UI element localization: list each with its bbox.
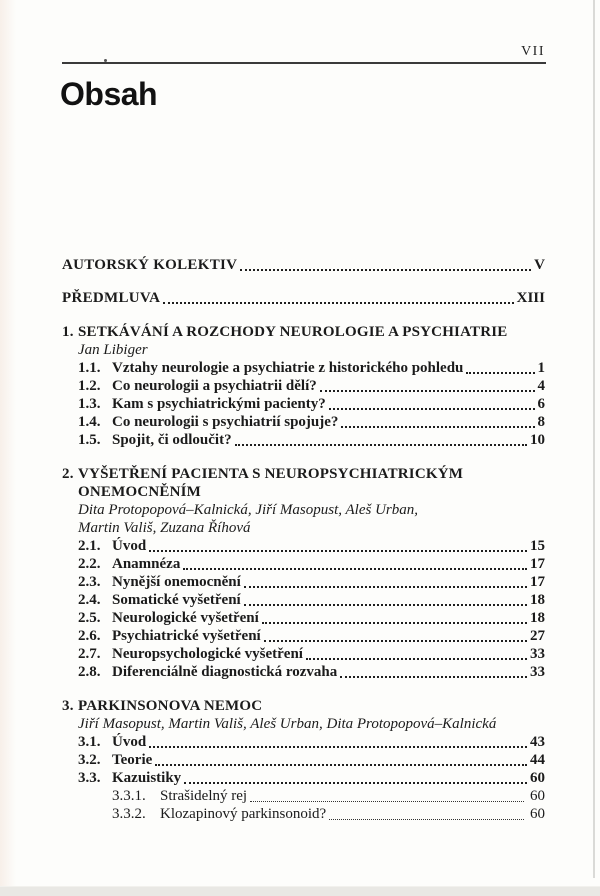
chapter-title — [78, 465, 545, 501]
toc-entry-page: V — [534, 257, 545, 273]
toc-entry-title: Diferenciálně diagnostická rozvaha — [112, 664, 338, 680]
dot-leader — [240, 269, 531, 271]
dot-leader — [155, 764, 527, 766]
dot-leader — [329, 408, 535, 410]
toc-entry — [78, 431, 545, 449]
toc-entry-number: 2.6. — [78, 628, 101, 644]
toc-entry — [78, 751, 545, 769]
toc-entry-page: XIII — [516, 290, 545, 306]
chapter-number: 2. — [62, 466, 74, 482]
chapter-heading — [62, 465, 545, 501]
toc-entry — [78, 663, 545, 681]
toc-entry-title: Klozapinový parkinsonoid? — [160, 806, 327, 822]
toc-entry — [78, 591, 545, 609]
toc-entry-number: 3.3. — [78, 770, 101, 786]
toc-entry-number: 1.4. — [78, 414, 101, 430]
chapter-title: PARKINSONOVA NEMOC — [78, 698, 263, 714]
toc-entry-number: 2.4. — [78, 592, 101, 608]
toc-entry-page: 44 — [530, 752, 545, 768]
toc-entry-page: 60 — [530, 806, 545, 822]
toc-entry-title: Teorie — [112, 752, 153, 768]
header-rule — [62, 62, 546, 64]
dot-leader — [235, 444, 527, 446]
chapter-number: 1. — [62, 324, 74, 340]
toc-entry-number: 2.7. — [78, 646, 101, 662]
toc-entry — [78, 609, 545, 627]
toc-entry-page: 33 — [530, 646, 545, 662]
toc-entry-number: 2.2. — [78, 556, 101, 572]
dot-leader — [184, 782, 527, 784]
dot-leader — [264, 640, 527, 642]
toc-entry-title: Neurologické vyšetření — [112, 610, 259, 626]
chapter-heading — [62, 323, 545, 341]
dot-leader — [244, 586, 527, 588]
toc-entry-title: Co neurologii s psychiatrií spojuje? — [112, 414, 339, 430]
toc-entry-title: Nynější onemocnění — [112, 574, 241, 590]
toc-entry-page: 60 — [530, 770, 545, 786]
toc-entry-title: Kam s psychiatrickými pacienty? — [112, 396, 326, 412]
toc-entry-title: AUTORSKÝ KOLEKTIV — [62, 257, 238, 273]
page-number: VII — [521, 44, 545, 59]
scan-bottom-band-artifact — [0, 886, 600, 896]
toc-entry — [78, 395, 545, 413]
toc-entry-number: 2.1. — [78, 538, 101, 554]
dot-leader — [320, 390, 535, 392]
scan-left-edge-artifact — [0, 0, 16, 896]
dot-leader — [466, 372, 534, 374]
table-of-contents — [62, 256, 545, 823]
toc-entry-number: 3.2. — [78, 752, 101, 768]
chapter-title: SETKÁVÁNÍ A ROZCHODY NEUROLOGIE A PSYCHIATRIE — [78, 324, 508, 340]
toc-entry-title: Spojit, či odloučit? — [112, 432, 232, 448]
toc-entry-page: 1 — [537, 360, 545, 376]
toc-entry-number: 1.1. — [78, 360, 101, 376]
toc-entry — [78, 627, 545, 645]
toc-entry-number: 2.3. — [78, 574, 101, 590]
toc-entry-page: 17 — [530, 556, 545, 572]
toc-entry-page: 60 — [530, 788, 545, 804]
toc-entry — [78, 537, 545, 555]
dot-leader — [329, 819, 524, 820]
toc-entry-title: Kazuistiky — [112, 770, 182, 786]
toc-entry — [78, 645, 545, 663]
toc-entry-page: 43 — [530, 734, 545, 750]
toc-entry-page: 33 — [530, 664, 545, 680]
toc-entry-page: 27 — [530, 628, 545, 644]
toc-entry — [78, 413, 545, 431]
toc-entry-page: 17 — [530, 574, 545, 590]
chapter-authors: Dita Protopopová–Kalnická, Jiří Masopust, Aleš Urban, — [78, 502, 418, 518]
toc-entry-title: Neuropsychologické vyšetření — [112, 646, 303, 662]
dot-leader — [341, 426, 534, 428]
page-title: Obsah — [60, 76, 158, 112]
dot-leader — [306, 658, 527, 660]
toc-entry — [78, 555, 545, 573]
dot-leader — [149, 746, 527, 748]
chapter-title-line: VYŠETŘENÍ PACIENTA S NEUROPSYCHIATRICKÝM — [78, 466, 464, 482]
toc-entry-title: Úvod — [112, 734, 147, 750]
toc-entry-number: 3.3.2. — [112, 806, 146, 822]
toc-entry-page: 10 — [530, 432, 545, 448]
toc-entry-title: Vztahy neurologie a psychiatrie z historického pohledu — [112, 360, 464, 376]
toc-entry-number: 2.8. — [78, 664, 101, 680]
chapter-heading — [62, 697, 545, 715]
toc-chapter-3 — [62, 697, 545, 823]
chapter-authors: Jiří Masopust, Martin Vališ, Aleš Urban, Dita Protopopová–Kalnická — [78, 716, 497, 732]
toc-entry-page: 6 — [537, 396, 545, 412]
toc-entry-title: Strašidelný rej — [160, 788, 248, 804]
toc-entry-page: 18 — [530, 592, 545, 608]
dot-leader — [163, 302, 513, 304]
toc-front-matter-entry — [62, 289, 545, 307]
toc-entry-title: PŘEDMLUVA — [62, 290, 161, 306]
toc-front-matter-entry — [62, 256, 545, 274]
dot-leader — [262, 622, 527, 624]
toc-subentry — [112, 805, 545, 823]
chapter-title-line: ONEMOCNĚNÍM — [78, 484, 202, 500]
dot-leader — [244, 604, 527, 606]
toc-entry-page: 18 — [530, 610, 545, 626]
toc-entry — [78, 573, 545, 591]
scan-right-edge-artifact — [593, 0, 595, 878]
toc-entry-title: Anamnéza — [112, 556, 181, 572]
toc-entry-number: 2.5. — [78, 610, 101, 626]
toc-entry-page: 4 — [537, 378, 545, 394]
toc-entry-number: 3.3.1. — [112, 788, 146, 804]
toc-entry-number: 1.5. — [78, 432, 101, 448]
chapter-number: 3. — [62, 698, 74, 714]
dot-leader — [340, 676, 527, 678]
toc-entry-number: 1.2. — [78, 378, 101, 394]
toc-entry — [78, 769, 545, 787]
toc-subentry — [112, 787, 545, 805]
toc-entry-title: Somatické vyšetření — [112, 592, 241, 608]
chapter-authors: Martin Vališ, Zuzana Říhová — [78, 520, 251, 536]
toc-entry-title: Úvod — [112, 538, 147, 554]
dot-leader — [250, 801, 524, 802]
toc-entry-number: 3.1. — [78, 734, 101, 750]
toc-entry — [78, 377, 545, 395]
toc-entry-title: Co neurologii a psychiatrii dělí? — [112, 378, 317, 394]
toc-entry-title: Psychiatrické vyšetření — [112, 628, 261, 644]
toc-entry-page: 8 — [537, 414, 545, 430]
toc-entry-number: 1.3. — [78, 396, 101, 412]
chapter-authors: Jan Libiger — [78, 342, 148, 358]
dot-leader — [183, 568, 527, 570]
toc-entry — [78, 733, 545, 751]
toc-entry-page: 15 — [530, 538, 545, 554]
dot-leader — [149, 550, 527, 552]
toc-chapter-1 — [62, 323, 545, 449]
toc-chapter-2 — [62, 465, 545, 681]
toc-entry — [78, 359, 545, 377]
